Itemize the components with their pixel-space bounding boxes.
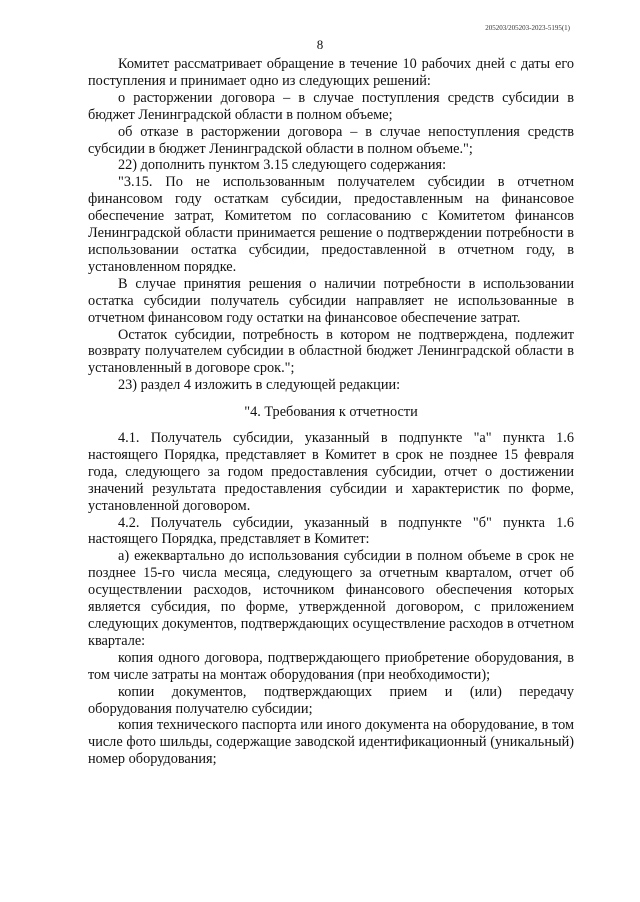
paragraph: 23) раздел 4 изложить в следующей редакции:	[118, 377, 401, 394]
paragraph: 22) дополнить пунктом 3.15 следующего содержания:	[118, 157, 447, 174]
paragraph: об отказе в расторжении договора – в случае непоступления средств субсидии в бюджет Ленинградской области в полном объеме.";	[88, 123, 574, 157]
paragraph: копия одного договора, подтверждающего приобретение оборудования, в том числе затраты на монтаж оборудования (при необходимости);	[88, 649, 574, 683]
paragraph: 4.1. Получатель субсидии, указанный в подпункте "а" пункта 1.6 настоящего Порядка, представляет в Комитет в срок не позднее 15 февраля года, следующего за годом предоставления субсидии, отчет о достижении значений результата предоставления субсидии и характеристик по форме, установленной договором.	[88, 430, 574, 514]
section-heading: "4. Требования к отчетности	[244, 404, 418, 421]
paragraph: Комитет рассматривает обращение в течение 10 рабочих дней с даты его поступления и принимает одно из следующих решений:	[88, 56, 574, 89]
document-body	[88, 56, 574, 768]
paragraph: Остаток субсидии, потребность в котором не подтверждена, подлежит возврату получателем субсидии в областной бюджет Ленинградской области в установленный в договоре срок.";	[88, 326, 574, 377]
paragraph: копии документов, подтверждающих прием и (или) передачу оборудования получателю субсидии;	[88, 683, 574, 717]
paragraph: о расторжении договора – в случае поступления средств субсидии в бюджет Ленинградской области в полном объеме;	[88, 89, 574, 123]
paragraph: "3.15. По не использованным получателем субсидии в отчетном финансовом году остаткам субсидии, предоставленным на финансовое обеспечение затрат, Комитетом по согласованию с Комитетом финансов Ленинградской области принимается решение о подтверждении потребности в использовании остатка субсидии, предоставленной в отчетном году, в установленном порядке.	[88, 174, 574, 275]
paragraph: а) ежеквартально до использования субсидии в полном объеме в срок не позднее 15-го числа месяца, следующего за отчетным кварталом, отчет об осуществлении расходов, источником финансового обеспечения которых является субсидия, по форме, утвержденной договором, с приложением следующих документов, подтверждающих осуществление расходов в отчетном квартале:	[88, 548, 574, 649]
paragraph: В случае принятия решения о наличии потребности в использовании остатка субсидии получатель субсидии направляет не использованные в отчетном финансовом году остатки на финансовое обеспечение затрат.	[88, 275, 574, 326]
paragraph: копия технического паспорта или иного документа на оборудование, в том числе фото шильды, содержащие заводской идентификационный (уникальный) номер оборудования;	[88, 717, 574, 768]
paragraph: 4.2. Получатель субсидии, указанный в подпункте "б" пункта 1.6 настоящего Порядка, представляет в Комитет:	[88, 514, 574, 548]
document-id: 205203/205203-2023-5195(1)	[485, 24, 570, 32]
page-number: 8	[316, 37, 324, 52]
